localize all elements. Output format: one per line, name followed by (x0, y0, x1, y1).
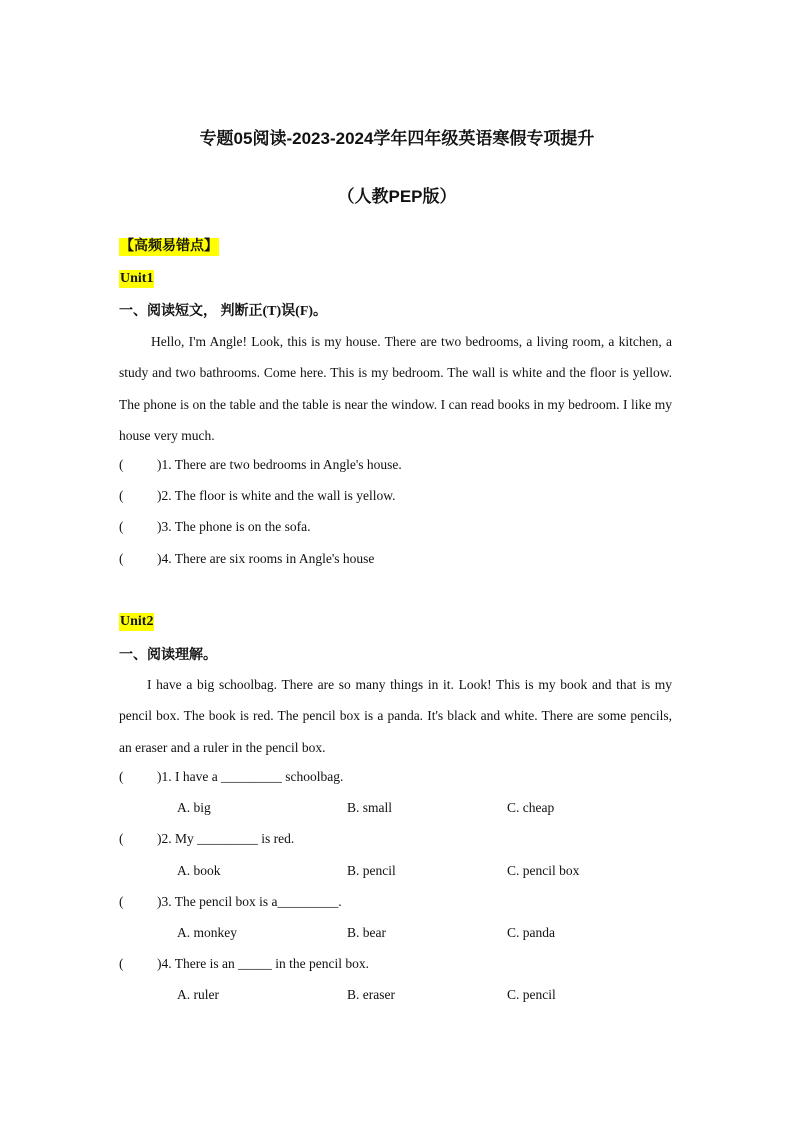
unit2-q3-option-a: A. monkey (177, 925, 237, 940)
unit2-q3-option-c: C. panda (507, 925, 555, 940)
unit2-question-1: ( )1. I have a _________ schoolbag. (119, 769, 344, 784)
unit1-question-4: ( )4. There are six rooms in Angle's house (119, 551, 375, 566)
unit2-instruction: 一、阅读理解。 (119, 648, 217, 663)
unit2-question-3: ( )3. The pencil box is a_________. (119, 894, 342, 909)
unit2-q4-option-c: C. pencil (507, 987, 556, 1002)
unit2-question-2: ( )2. My _________ is red. (119, 831, 295, 846)
unit1-question-3: ( )3. The phone is on the sofa. (119, 519, 311, 534)
unit2-q2-option-c: C. pencil box (507, 863, 580, 878)
unit1-question-1: ( )1. There are two bedrooms in Angle's house. (119, 457, 402, 472)
unit1-question-2: ( )2. The floor is white and the wall is yellow. (119, 488, 396, 503)
unit2-q4-option-b: B. eraser (347, 987, 395, 1002)
unit2-q1-option-a: A. big (177, 800, 211, 815)
unit2-q1-option-b: B. small (347, 800, 393, 815)
unit2-q3-option-b: B. bear (347, 925, 386, 940)
unit1-instruction: 一、阅读短文， 判断正(T)误(F)。 (119, 304, 328, 319)
unit2-question-4: ( )4. There is an _____ in the pencil box. (119, 956, 369, 971)
unit2-passage: I have a big schoolbag. There are so many things in it. Look! This is my book and that is my pencil box. The book is red. The pencil box is a panda. It's black and white. There are some pencils, an eraser and a ruler in the pencil box. (119, 677, 672, 755)
unit2-q2-option-b: B. pencil (347, 863, 396, 878)
unit2-q2-option-a: A. book (177, 863, 221, 878)
unit2-q4-option-a: A. ruler (177, 987, 219, 1002)
document-subtitle: （人教PEP版） (337, 187, 457, 206)
high-frequency-tag: 【高频易错点】 (120, 239, 218, 254)
unit2-q1-option-c: C. cheap (507, 800, 555, 815)
unit2-label: Unit2 (120, 614, 154, 629)
unit1-passage: Hello, I'm Angle! Look, this is my house. There are two bedrooms, a living room, a kitchen, a study and two bathrooms. Come here. This is my bedroom. The wall is white and the floor is yellow. The phone is on the table and the table is near the window. I can read books in my bedroom. I like my house very much. (119, 334, 672, 443)
unit1-label: Unit1 (120, 271, 154, 286)
document-title: 专题05阅读-2023-2024学年四年级英语寒假专项提升 (199, 129, 595, 148)
